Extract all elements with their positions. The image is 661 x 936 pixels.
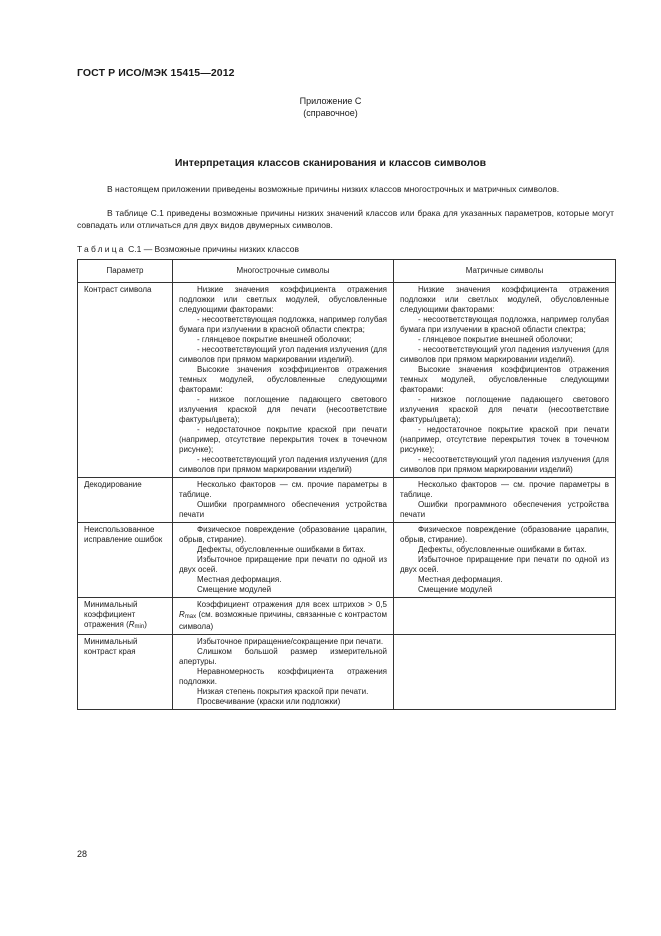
param-cell: Минимальный контраст края: [78, 635, 173, 710]
multirow-cell: Коэффициент отражения для всех штрихов > 0,5 $R_{max}$ (см. возможные причины, связанные с контрастом символа): [173, 598, 394, 635]
header-parameter: Параметр: [78, 260, 173, 283]
table-caption-text: С.1 — Возможные причины низких классов: [128, 244, 299, 254]
matrix-cell: [394, 598, 616, 635]
header-multirow: Многострочные символы: [173, 260, 394, 283]
multirow-cell: Избыточное приращение/сокращение при печати. Слишком большой размер измерительной апертуры. Неравномерность коэффициента отражения подложки. Низкая степень покрытия краской при печати. Просвечивание (краски или подложки): [173, 635, 394, 710]
param-cell: Неиспользованное исправление ошибок: [78, 523, 173, 598]
table-caption-prefix: Таблица: [77, 244, 126, 254]
annex-title: Приложение С: [299, 96, 362, 106]
page-number: 28: [77, 849, 88, 859]
param-cell: Минимальный коэффициент отражения $(R_{min})$: [78, 598, 173, 635]
multirow-cell: Низкие значения коэффициента отражения подложки или светлых модулей, обусловленные следующими факторами: - несоответствующая подложка, например голубая бумага при излучении в красной области спектра; - глянцевое покрытие внешней оболочки; - несоответствующий угол падения излучения (для символов при прямом маркировании изделий). Высокие значения коэффициентов отражения темных модулей, обусловленные следующими факторами: - низкое поглощение падающего светового излучения краской для печати (несоответствие фактуры/цвета); - недостаточное покрытие краской при печати (например, отсутствие перекрытия точек в точечном рисунке); - несоответствующий угол падения излучения (для символов при прямом маркировании изделий): [173, 283, 394, 478]
multirow-cell: Несколько факторов — см. прочие параметры в таблице. Ошибки программного обеспечения устройства печати: [173, 478, 394, 523]
intro-paragraph-1: В настоящем приложении приведены возможные причины низких классов многострочных и матричных символов.: [107, 184, 560, 194]
table-caption: [77, 244, 299, 254]
table-row-min-reflectance: [78, 598, 616, 635]
table-row-unused-error-correction: [78, 523, 616, 598]
matrix-cell: [394, 635, 616, 710]
intro-paragraph-2: В таблице С.1 приведены возможные причины низких значений классов или брака для указанных параметров, которые могут совпадать или отличаться для двух видов двумерных символов.: [77, 208, 614, 230]
header-matrix: Матричные символы: [394, 260, 616, 283]
matrix-cell: Несколько факторов — см. прочие параметры в таблице. Ошибки программного обеспечения устройства печати: [394, 478, 616, 523]
document-header: ГОСТ Р ИСО/МЭК 15415—2012: [77, 67, 235, 79]
matrix-cell: Низкие значения коэффициента отражения подложки или светлых модулей, обусловленные следующими факторами: - несоответствующая подложка, например голубая бумага при излучении в красной области спектра; - глянцевое покрытие внешней оболочки; - несоответствующий угол падения излучения (для символов при прямом маркировании изделий). Высокие значения коэффициентов отражения темных модулей, обусловленные следующими факторами: - низкое поглощение падающего светового излучения краской для печати (несоответствие фактуры/цвета); - недостаточное покрытие краской при печати (например, отсутствие перекрытия точек в точечном рисунке); - несоответствующий угол падения излучения (для символов при прямом маркировании изделий): [394, 283, 616, 478]
document-title: Интерпретация классов сканирования и классов символов: [174, 157, 487, 169]
matrix-cell: Физическое повреждение (образование царапин, обрыв, стирание). Дефекты, обусловленные ошибками в битах. Избыточное приращение при печати по одной из двух осей. Местная деформация. Смещение модулей: [394, 523, 616, 598]
annex-status: (справочное): [303, 108, 358, 118]
table-row-symbol-contrast: [78, 283, 616, 478]
param-cell: Контраст символа: [78, 283, 173, 478]
table-row-min-edge-contrast: [78, 635, 616, 710]
table-row-decoding: [78, 478, 616, 523]
multirow-cell: Физическое повреждение (образование царапин, обрыв, стирание). Дефекты, обусловленные ошибками в битах. Избыточное приращение при печати по одной из двух осей. Местная деформация. Смещение модулей: [173, 523, 394, 598]
causes-table: [77, 259, 616, 710]
table-header-row: [78, 260, 616, 283]
param-cell: Декодирование: [78, 478, 173, 523]
